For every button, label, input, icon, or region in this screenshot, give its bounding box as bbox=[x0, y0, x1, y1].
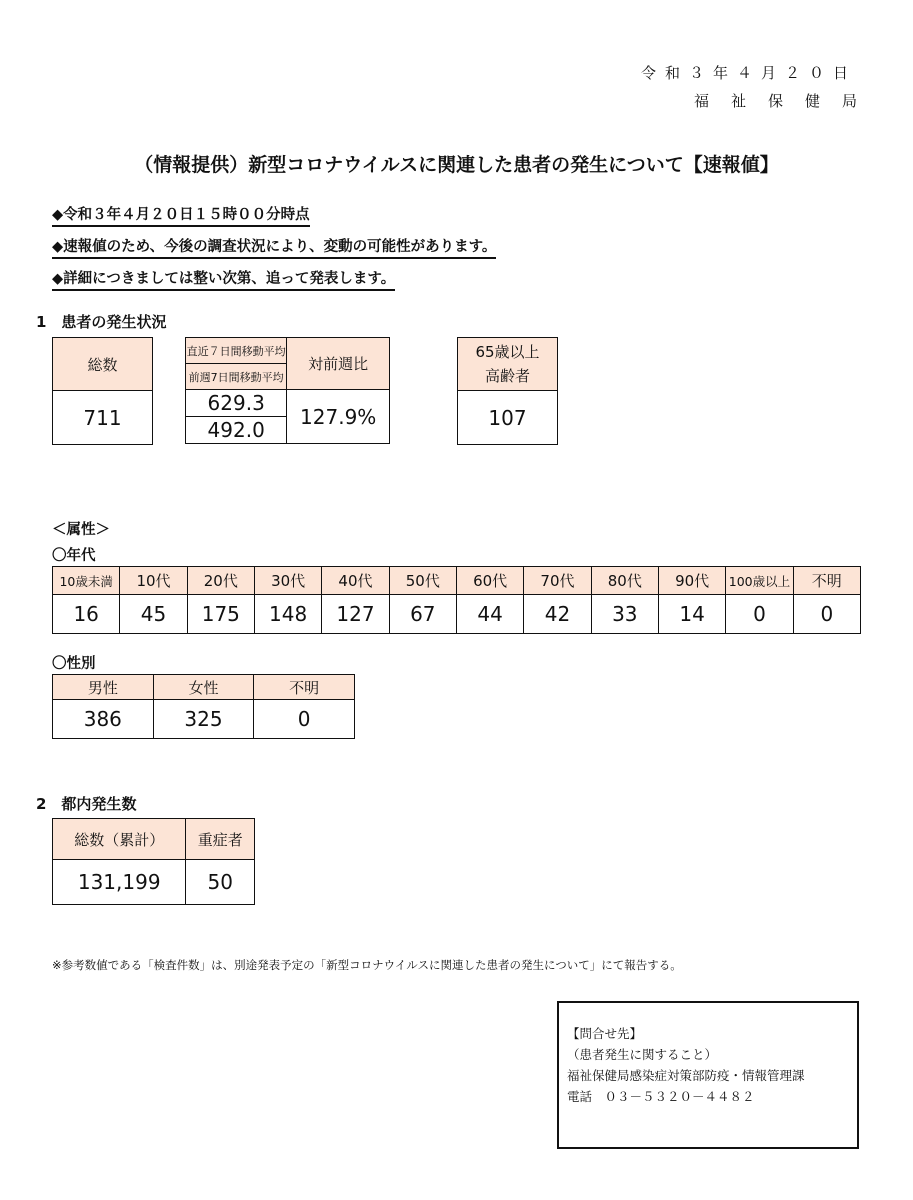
gender-value-cell-1: 325 bbox=[153, 700, 254, 739]
recent-avg-label: 直近７日間移動平均 bbox=[186, 338, 287, 364]
elderly-label-line2: 高齢者 bbox=[484, 367, 530, 385]
elderly-label-line1: 65歳以上 bbox=[475, 343, 540, 361]
age-header-cell-11: 不明 bbox=[793, 567, 860, 595]
age-value-cell-11: 0 bbox=[793, 595, 860, 634]
age-value-cell-1: 45 bbox=[120, 595, 187, 634]
total-value: 711 bbox=[53, 391, 153, 445]
gender-value-cell-2: 0 bbox=[254, 700, 355, 739]
gender-table bbox=[52, 674, 355, 739]
age-value-row bbox=[53, 595, 861, 634]
cumulative-table bbox=[52, 818, 255, 905]
footnote: ※参考数値である「検査件数」は、別途発表予定の「新型コロナウイルスに関連した患者の発生について」にて報告する。 bbox=[52, 958, 682, 972]
age-value-cell-5: 67 bbox=[389, 595, 456, 634]
note-timestamp: ◆令和３年４月２０日１５時００分時点 bbox=[52, 203, 310, 227]
attributes-heading: ＜属性＞ bbox=[52, 522, 110, 538]
gender-header-cell-2: 不明 bbox=[254, 675, 355, 700]
age-header-cell-8: 80代 bbox=[591, 567, 658, 595]
age-value-cell-3: 148 bbox=[254, 595, 321, 634]
age-value-cell-6: 44 bbox=[456, 595, 523, 634]
age-header-cell-3: 30代 bbox=[254, 567, 321, 595]
section1-heading: 1 患者の発生状況 bbox=[36, 313, 167, 331]
age-value-cell-10: 0 bbox=[726, 595, 793, 634]
moving-average-table bbox=[185, 337, 390, 444]
age-heading: 〇年代 bbox=[52, 548, 96, 564]
prev-avg-label: 前週7日間移動平均 bbox=[186, 364, 287, 390]
age-header-cell-6: 60代 bbox=[456, 567, 523, 595]
gender-value-row bbox=[53, 700, 355, 739]
gender-header-row bbox=[53, 675, 355, 700]
gender-heading: 〇性別 bbox=[52, 656, 96, 672]
severe-label: 重症者 bbox=[186, 819, 255, 860]
age-header-cell-4: 40代 bbox=[322, 567, 389, 595]
recent-avg-value: 629.3 bbox=[186, 390, 287, 417]
week-ratio-value: 127.9% bbox=[287, 390, 390, 444]
age-value-cell-7: 42 bbox=[524, 595, 591, 634]
age-table bbox=[52, 566, 861, 634]
gender-header-cell-0: 男性 bbox=[53, 675, 154, 700]
elderly-table bbox=[457, 337, 558, 445]
note-details: ◆詳細につきましては整い次第、追って発表します。 bbox=[52, 267, 395, 291]
elderly-label bbox=[458, 338, 558, 391]
age-header-cell-9: 90代 bbox=[658, 567, 725, 595]
age-header-cell-0: 10歳未満 bbox=[53, 567, 120, 595]
week-ratio-label: 対前週比 bbox=[287, 338, 390, 390]
total-label: 総数 bbox=[53, 338, 153, 391]
contact-subtitle: （患者発生に関すること） bbox=[567, 1047, 718, 1062]
department-name: 福祉保健局 bbox=[693, 92, 879, 110]
gender-header-cell-1: 女性 bbox=[153, 675, 254, 700]
elderly-value: 107 bbox=[458, 391, 558, 445]
contact-phone: 電話 ０３－５３２０－４４８２ bbox=[567, 1089, 755, 1104]
age-header-cell-10: 100歳以上 bbox=[726, 567, 793, 595]
age-header-cell-5: 50代 bbox=[389, 567, 456, 595]
age-value-cell-8: 33 bbox=[591, 595, 658, 634]
severe-value: 50 bbox=[186, 860, 255, 905]
report-date: 令和３年４月２０日 bbox=[640, 64, 857, 82]
cumulative-label: 総数（累計） bbox=[53, 819, 186, 860]
contact-office: 福祉保健局感染症対策部防疫・情報管理課 bbox=[567, 1068, 805, 1083]
section2-heading: 2 都内発生数 bbox=[36, 795, 137, 813]
cumulative-value: 131,199 bbox=[53, 860, 186, 905]
age-header-cell-7: 70代 bbox=[524, 567, 591, 595]
age-header-cell-1: 10代 bbox=[120, 567, 187, 595]
total-table bbox=[52, 337, 153, 445]
age-value-cell-0: 16 bbox=[53, 595, 120, 634]
gender-value-cell-0: 386 bbox=[53, 700, 154, 739]
age-value-cell-2: 175 bbox=[187, 595, 254, 634]
age-header-row bbox=[53, 567, 861, 595]
contact-box bbox=[557, 1001, 859, 1149]
age-header-cell-2: 20代 bbox=[187, 567, 254, 595]
page-title: （情報提供）新型コロナウイルスに関連した患者の発生について【速報値】 bbox=[134, 154, 779, 176]
contact-title: 【問合せ先】 bbox=[567, 1026, 643, 1041]
age-value-cell-9: 14 bbox=[658, 595, 725, 634]
prev-avg-value: 492.0 bbox=[186, 417, 287, 444]
age-value-cell-4: 127 bbox=[322, 595, 389, 634]
note-preliminary: ◆速報値のため、今後の調査状況により、変動の可能性があります。 bbox=[52, 235, 496, 259]
